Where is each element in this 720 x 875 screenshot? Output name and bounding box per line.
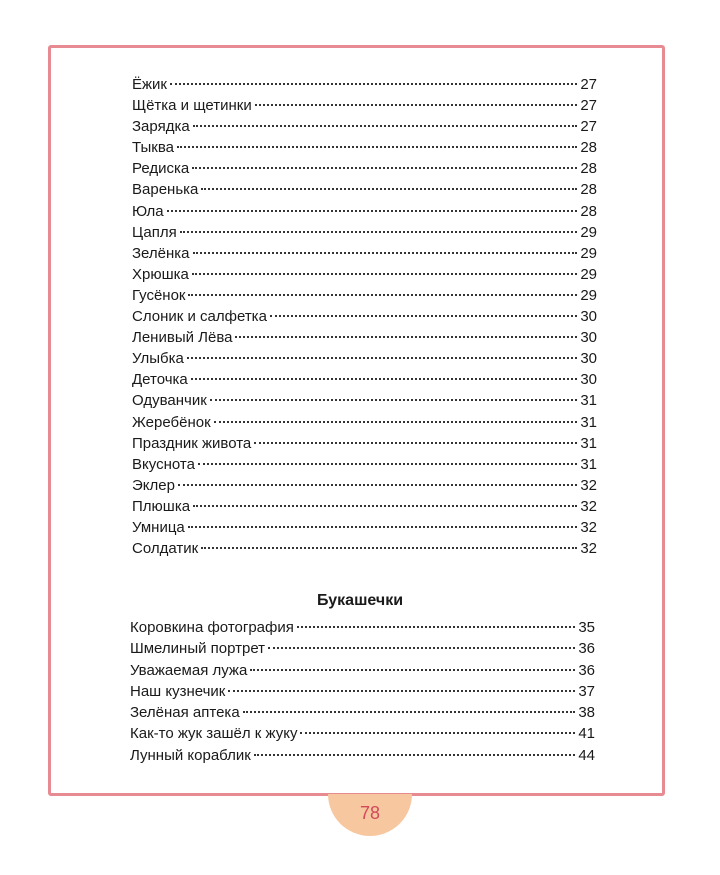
toc-entry[interactable] [132,95,597,116]
toc-entry[interactable] [130,681,595,702]
dot-leader [255,104,578,106]
dot-leader [193,252,578,254]
dot-leader [201,547,577,549]
toc-entry[interactable] [132,517,597,538]
toc-entry[interactable] [130,660,595,681]
toc-entry-page: 30 [580,329,597,347]
toc-entry-page: 38 [578,704,595,722]
dot-leader [180,231,578,233]
toc-entry[interactable] [132,137,597,158]
section-toc-list [130,617,595,766]
toc-entry-page: 35 [578,619,595,636]
section-heading: Букашечки [316,592,404,609]
toc-entry-page: 37 [578,682,595,700]
toc-entry-page: 31 [580,413,597,431]
dot-leader [191,378,578,380]
toc-entry[interactable] [132,222,597,243]
toc-entry[interactable] [132,264,597,285]
toc-entry-title: Хрюшка [132,265,189,283]
toc-entry[interactable] [130,723,595,744]
dot-leader [254,754,576,756]
dot-leader [243,711,576,713]
toc-entry-page: 29 [580,286,597,304]
dot-leader [188,526,578,528]
toc-entry-page: 31 [580,455,597,473]
toc-entry[interactable] [132,116,597,137]
dot-leader [210,399,578,401]
toc-entry-title: Варенька [132,181,199,199]
toc-entry-title: Цапля [132,223,177,241]
toc-entry-title: Эклер [132,476,175,494]
toc-entry-title: Умница [132,518,185,536]
toc-entry-page: 28 [580,202,597,220]
toc-entry[interactable] [132,412,597,433]
toc-entry-title: Зелёнка [132,244,190,262]
toc-entry[interactable] [132,158,597,179]
toc-entry[interactable] [132,306,597,327]
toc-entry-title: Лунный кораблик [130,746,251,764]
toc-entry-title: Улыбка [132,350,184,368]
dot-leader [192,273,577,275]
toc-entry[interactable] [132,454,597,475]
toc-entry[interactable] [132,369,597,390]
toc-entry-title: Шмелиный портрет [130,640,266,658]
toc-entry[interactable] [132,285,597,306]
toc-entry[interactable] [132,496,597,517]
dot-leader [214,421,578,423]
toc-entry-title: Как-то жук зашёл к жуку [130,725,298,743]
dot-leader [297,626,575,628]
toc-entry-page: 31 [580,392,597,410]
toc-entry-page: 44 [578,746,595,764]
toc-entry-page: 29 [580,244,597,262]
toc-entry-title: Тыква [132,139,174,157]
toc-entry-page: 32 [580,540,597,558]
dot-leader [235,336,577,338]
toc-entry[interactable] [132,390,597,411]
toc-entry[interactable] [130,745,595,766]
toc-entry-page: 27 [580,76,597,93]
dot-leader [270,315,577,317]
toc-entry-title: Уважаемая лужа [130,661,248,679]
toc-entry-title: Редиска [132,160,190,178]
dot-leader [177,146,577,148]
toc-entry-title: Одуванчик [132,392,207,410]
toc-entry[interactable] [132,179,597,200]
dot-leader [187,357,577,359]
toc-entry[interactable] [132,475,597,496]
toc-entry-title: Плюшка [132,497,191,515]
toc-entry[interactable] [132,243,597,264]
toc-entry-title: Ёжик [132,76,167,93]
toc-entry-page: 30 [580,371,597,389]
toc-entry-page: 27 [580,97,597,115]
toc-entry-page: 28 [580,160,597,178]
toc-entry[interactable] [130,638,595,659]
toc-entry-title: Гусёнок [132,286,186,304]
toc-entry[interactable] [132,74,597,95]
toc-entry[interactable] [132,201,597,222]
toc-entry-page: 32 [580,476,597,494]
toc-entry-title: Зарядка [132,118,190,136]
toc-entry-page: 29 [580,223,597,241]
toc-entry-title: Деточка [132,371,188,389]
dot-leader [201,188,577,190]
toc-entry-title: Коровкина фотография [130,619,294,636]
dot-leader [178,484,577,486]
dot-leader [250,669,575,671]
toc-entry-page: 27 [580,118,597,136]
dot-leader [268,647,575,649]
toc-entry-title: Вкуснота [132,455,195,473]
toc-entry-page: 41 [578,725,595,743]
toc-entry-page: 28 [580,181,597,199]
toc-entry[interactable] [132,433,597,454]
dot-leader [228,690,575,692]
toc-entry[interactable] [132,538,597,559]
toc-entry-page: 36 [578,640,595,658]
dot-leader [192,167,577,169]
page-number: 78 [359,803,381,823]
toc-entry-page: 31 [580,434,597,452]
toc-entry-page: 30 [580,350,597,368]
dot-leader [167,210,578,212]
toc-entry-title: Юла [132,202,164,220]
toc-entry-page: 28 [580,139,597,157]
dot-leader [300,732,575,734]
toc-entry[interactable] [132,327,597,348]
toc-entry[interactable] [130,702,595,723]
toc-entry-page: 29 [580,265,597,283]
toc-entry-title: Слоник и салфетка [132,308,267,326]
toc-entry-page: 30 [580,308,597,326]
toc-entry-title: Щётка и щетинки [132,97,252,115]
dot-leader [254,442,577,444]
toc-entry-title: Солдатик [132,540,199,558]
dot-leader [188,294,577,296]
dot-leader [198,463,577,465]
dot-leader [193,125,578,127]
toc-entry-title: Праздник живота [132,434,252,452]
toc-list [132,74,597,559]
toc-entry[interactable] [130,617,595,638]
toc-entry-title: Жеребёнок [132,413,211,431]
dot-leader [193,505,577,507]
toc-entry-title: Ленивый Лёва [132,329,233,347]
toc-entry-page: 32 [580,518,597,536]
toc-entry[interactable] [132,348,597,369]
toc-entry-page: 32 [580,497,597,515]
page-number-badge [328,794,412,836]
toc-entry-title: Зелёная аптека [130,704,240,722]
toc-entry-title: Наш кузнечик [130,682,226,700]
toc-entry-page: 36 [578,661,595,679]
dot-leader [170,83,577,85]
